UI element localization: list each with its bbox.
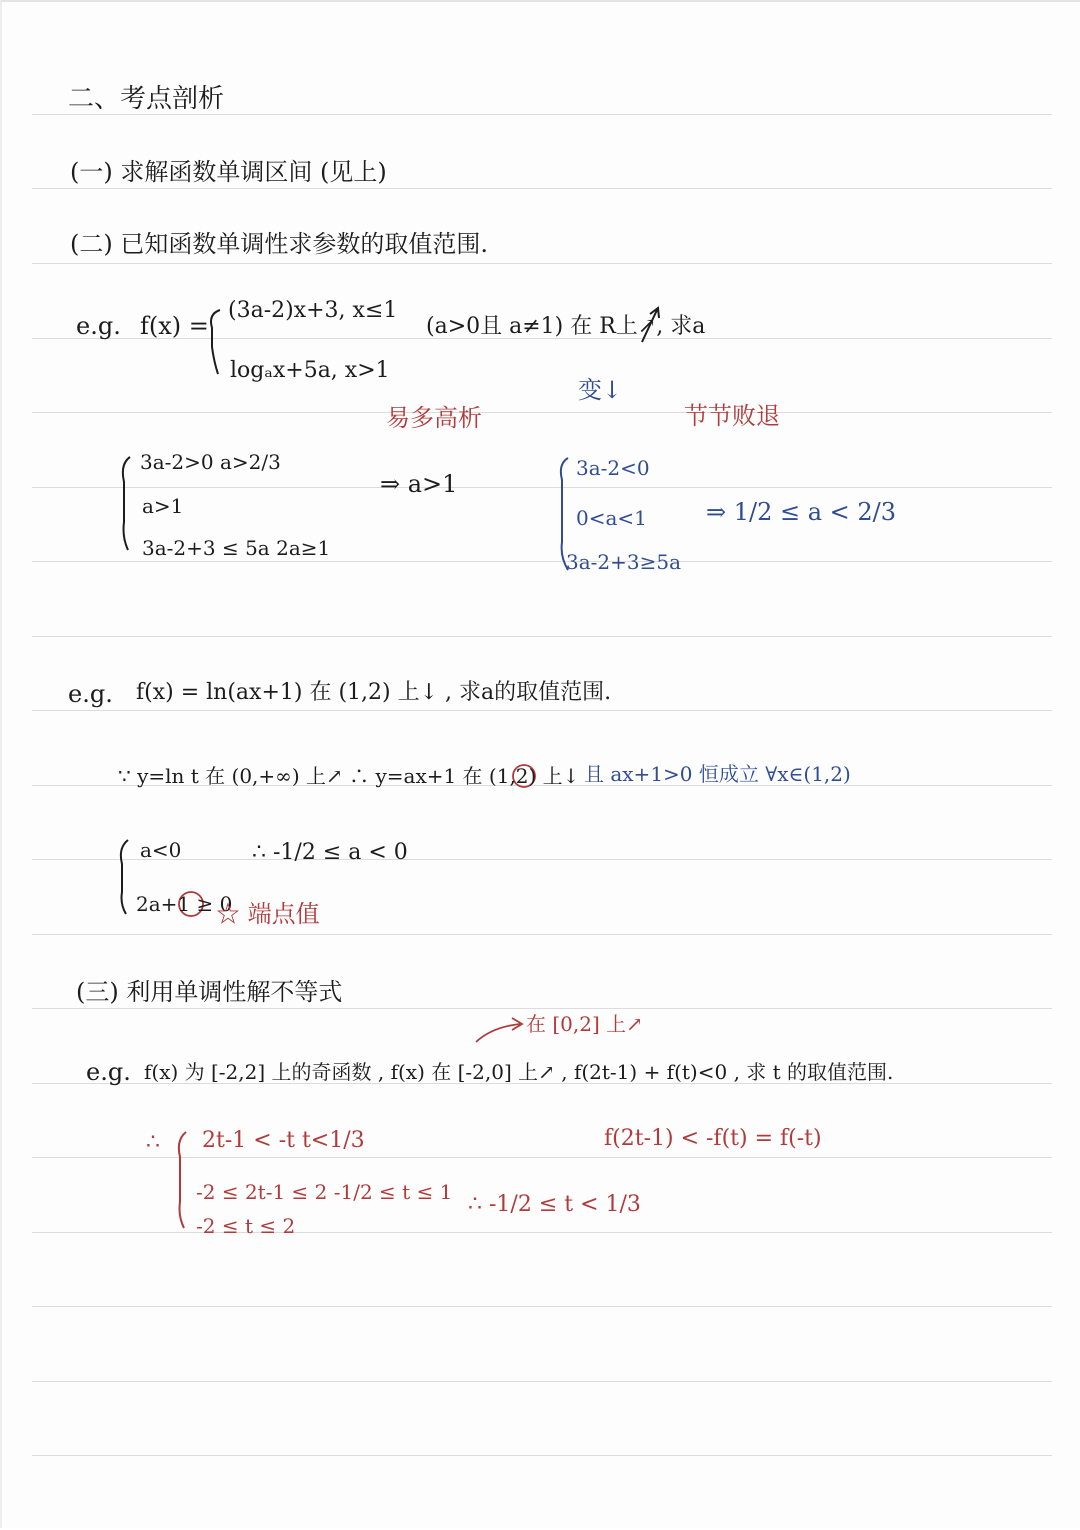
system-line: 3a-2>0 a>2/3 [140, 450, 281, 474]
blue-system-result: ⇒ 1/2 ≤ a < 2/3 [706, 498, 897, 526]
example-label: e.g. [76, 312, 121, 340]
brace-example3 [179, 1132, 186, 1228]
example-statement: f(x) = ln(ax+1) 在 (1,2) 上↓ , 求a的取值范围. [136, 680, 612, 705]
red-system-line: -2 ≤ 2t-1 ≤ 2 -1/2 ≤ t ≤ 1 [196, 1180, 453, 1204]
system-line: a<0 [140, 838, 182, 862]
system-line: 3a-2+3 ≤ 5a 2a≥1 [142, 536, 331, 560]
red-result: ∴ -1/2 ≤ t < 1/3 [468, 1192, 641, 1217]
brace-example1-case [211, 310, 220, 374]
system-line: a>1 [142, 494, 184, 518]
example-statement: f(x) 为 [-2,2] 上的奇函数 , f(x) 在 [-2,0] 上↗ , f(2t-1) + f(t)<0 , 求 t 的取值范围. [144, 1060, 894, 1084]
system-line: 2a+1 ≥ 0 [136, 892, 233, 916]
red-system-line: 2t-1 < -t t<1/3 [202, 1128, 365, 1153]
reasoning-line: ∵ y=ln t 在 (0,+∞) 上↗ ∴ y=ax+1 在 (1,2) 上↓ [118, 764, 580, 788]
red-derivation: f(2t-1) < -f(t) = f(-t) [604, 1126, 822, 1151]
red-curved-arrow [476, 1018, 522, 1042]
system-result: ⇒ a>1 [380, 470, 458, 498]
example-label: e.g. [68, 680, 113, 708]
piecewise-case-1: (3a-2)x+3, x≤1 [228, 298, 398, 323]
red-annotation: 易多高析 [386, 404, 482, 432]
piecewise-case-2: logₐx+5a, x>1 [230, 358, 390, 383]
blue-system-line: 0<a<1 [576, 506, 647, 530]
brace-system-black [123, 457, 130, 550]
section-3-title: (三) 利用单调性解不等式 [76, 978, 343, 1006]
section-2-title: (二) 已知函数单调性求参数的取值范围. [70, 230, 488, 258]
blue-system-line: 3a-2<0 [576, 456, 650, 480]
blue-variation-label: 变↓ [578, 376, 623, 404]
brace-example2 [121, 840, 128, 914]
example-label: e.g. [86, 1058, 131, 1086]
condition-text: (a>0且 a≠1) 在 R上↗, 求a [426, 314, 706, 339]
therefore-symbol: ∴ [146, 1130, 160, 1155]
red-system-line: -2 ≤ t ≤ 2 [196, 1214, 296, 1238]
red-annotation: 节节败退 [684, 402, 780, 430]
blue-reasoning: 且 ax+1>0 恒成立 ∀x∈(1,2) [584, 762, 851, 786]
red-arrow-label: 在 [0,2] 上↗ [526, 1012, 643, 1036]
red-annotation: ☆ 端点值 [216, 900, 320, 928]
page-heading: 二、考点剖析 [68, 84, 225, 114]
blue-system-line: 3a-2+3≥5a [566, 550, 682, 574]
system-result: ∴ -1/2 ≤ a < 0 [252, 840, 408, 865]
section-1-title: (一) 求解函数单调区间 (见上) [70, 158, 387, 186]
function-f: f(x) = [140, 312, 209, 340]
